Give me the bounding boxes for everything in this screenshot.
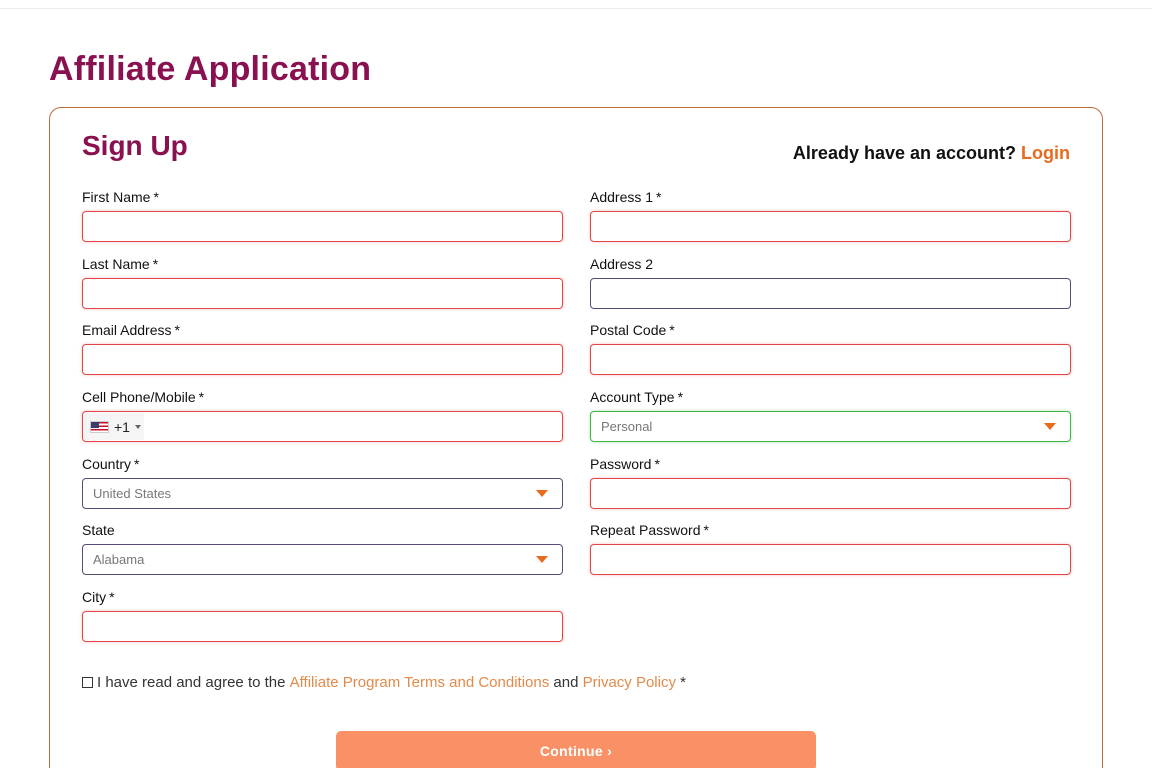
postal-code-label: Postal Code *: [590, 322, 675, 338]
terms-link[interactable]: Affiliate Program Terms and Conditions: [289, 674, 550, 691]
top-divider: [0, 8, 1152, 9]
terms-middle-text: and: [549, 674, 583, 691]
terms-required-mark: *: [675, 674, 686, 691]
first-name-input[interactable]: [82, 211, 563, 242]
terms-agreement: [82, 674, 686, 691]
privacy-policy-link[interactable]: Privacy Policy: [582, 674, 676, 691]
continue-button[interactable]: Continue ›: [336, 731, 816, 768]
address1-input[interactable]: [590, 211, 1071, 242]
address2-input[interactable]: [590, 278, 1071, 309]
last-name-label: Last Name *: [82, 256, 159, 272]
phone-label: Cell Phone/Mobile *: [82, 389, 205, 405]
state-selected-value: Alabama: [93, 552, 145, 567]
dial-code: +1: [114, 418, 130, 435]
email-label: Email Address *: [82, 322, 180, 338]
terms-prefix-text: I have read and agree to the: [97, 674, 290, 691]
country-label: Country *: [82, 456, 140, 472]
dropdown-arrow-icon: [536, 556, 548, 563]
password-input[interactable]: [590, 478, 1071, 509]
address2-label: Address 2: [590, 256, 654, 272]
country-code-selector[interactable]: [84, 413, 144, 440]
signup-title: Sign Up: [82, 130, 188, 161]
page-title: Affiliate Application: [49, 50, 372, 88]
terms-checkbox[interactable]: [82, 677, 93, 688]
first-name-label: First Name *: [82, 189, 159, 205]
state-select[interactable]: [82, 544, 563, 575]
account-type-select[interactable]: [590, 411, 1071, 442]
country-select[interactable]: [82, 478, 563, 509]
last-name-input[interactable]: [82, 278, 563, 309]
country-selected-value: United States: [93, 486, 172, 501]
postal-code-input[interactable]: [590, 344, 1071, 375]
already-have-account: [793, 143, 1070, 164]
city-input[interactable]: [82, 611, 563, 642]
login-link[interactable]: Login: [1021, 143, 1070, 163]
already-have-account-text: Already have an account?: [792, 143, 1016, 163]
chevron-down-icon: [135, 425, 141, 429]
account-type-label: Account Type *: [590, 389, 684, 405]
account-type-selected-value: Personal: [601, 419, 653, 434]
state-label: State: [82, 522, 115, 538]
phone-input[interactable]: [82, 411, 563, 442]
email-input[interactable]: [82, 344, 563, 375]
dropdown-arrow-icon: [1044, 423, 1056, 430]
dropdown-arrow-icon: [536, 490, 548, 497]
password-label: Password *: [590, 456, 660, 472]
city-label: City *: [82, 589, 115, 605]
us-flag-icon: [90, 421, 109, 433]
repeat-password-label: Repeat Password *: [590, 522, 709, 538]
repeat-password-input[interactable]: [590, 544, 1071, 575]
address1-label: Address 1 *: [590, 189, 662, 205]
